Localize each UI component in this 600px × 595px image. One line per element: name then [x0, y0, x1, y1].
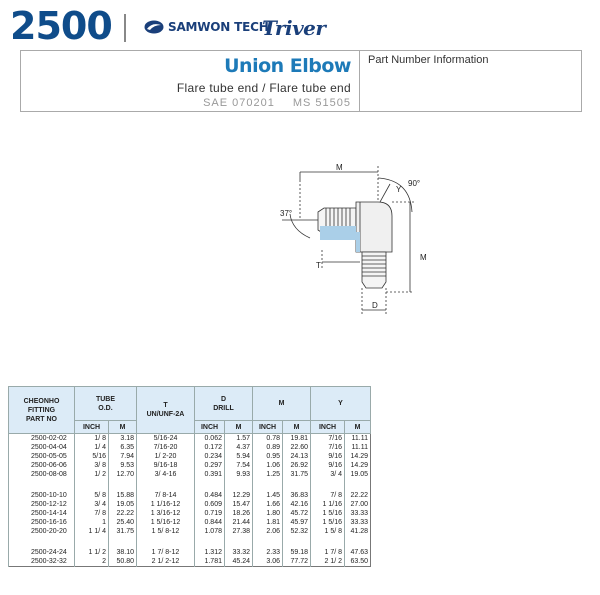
cell-tube-mm: 12.70	[109, 470, 137, 479]
gap-cell	[109, 536, 137, 548]
cell-d-mm: 4.37	[225, 443, 253, 452]
cell-d-mm: 7.54	[225, 461, 253, 470]
cell-t: 9/16-18	[137, 461, 195, 470]
cell-m-mm: 24.13	[283, 452, 311, 461]
gap-cell	[253, 536, 283, 548]
dim-label-m-right: M	[420, 253, 427, 262]
cell-tube-mm: 9.53	[109, 461, 137, 470]
cell-t: 1/ 2-20	[137, 452, 195, 461]
col-header-part-no: CHEONHO FITTING PART NO	[9, 387, 75, 434]
cell-t: 7/ 8-14	[137, 491, 195, 500]
cell-m-in: 1.25	[253, 470, 283, 479]
table-row	[9, 518, 371, 527]
cell-tube-mm: 6.35	[109, 443, 137, 452]
table-group-gap	[9, 536, 371, 548]
cell-d-in: 0.391	[195, 470, 225, 479]
cell-tube-mm: 25.40	[109, 518, 137, 527]
cell-part: 2500-32-32	[9, 557, 75, 567]
table-row	[9, 434, 371, 444]
cell-m-mm: 22.60	[283, 443, 311, 452]
col-header-tube: TUBE O.D.	[75, 387, 137, 421]
cell-m-in: 2.06	[253, 527, 283, 536]
header-divider	[124, 14, 126, 42]
cell-y-in: 1 7/ 8	[311, 548, 345, 557]
cell-y-mm: 47.63	[345, 548, 371, 557]
part-number-info-label: Part Number Information	[368, 54, 489, 66]
cell-part: 2500-05-05	[9, 452, 75, 461]
cell-d-in: 0.719	[195, 509, 225, 518]
gap-cell	[283, 536, 311, 548]
sub-header-tube-mm: M	[109, 421, 137, 434]
cell-tube-in: 1/ 8	[75, 434, 109, 444]
cell-d-mm: 33.32	[225, 548, 253, 557]
table-row	[9, 527, 371, 536]
cell-part: 2500-24-24	[9, 548, 75, 557]
cell-y-mm: 33.33	[345, 518, 371, 527]
cell-tube-mm: 19.05	[109, 500, 137, 509]
cell-y-mm: 19.05	[345, 470, 371, 479]
cell-y-mm: 41.28	[345, 527, 371, 536]
gap-cell	[225, 536, 253, 548]
cell-d-mm: 15.47	[225, 500, 253, 509]
col-header-y: Y	[311, 387, 371, 421]
cell-tube-mm: 15.88	[109, 491, 137, 500]
cell-m-in: 0.78	[253, 434, 283, 444]
cell-y-in: 7/16	[311, 434, 345, 444]
cell-m-in: 0.95	[253, 452, 283, 461]
cell-y-mm: 11.11	[345, 443, 371, 452]
cell-m-mm: 36.83	[283, 491, 311, 500]
table-row	[9, 443, 371, 452]
cell-d-mm: 12.29	[225, 491, 253, 500]
cell-part: 2500-20-20	[9, 527, 75, 536]
cell-m-mm: 31.75	[283, 470, 311, 479]
brand-triver: Triver	[262, 16, 326, 40]
cell-part: 2500-16-16	[9, 518, 75, 527]
series-code: 2500	[10, 4, 112, 48]
cell-y-mm: 27.00	[345, 500, 371, 509]
cell-m-in: 1.66	[253, 500, 283, 509]
cell-tube-mm: 50.80	[109, 557, 137, 567]
cell-y-in: 1 5/16	[311, 509, 345, 518]
gap-cell	[283, 479, 311, 491]
cell-m-mm: 42.16	[283, 500, 311, 509]
product-name: Union Elbow	[224, 55, 351, 77]
table-row	[9, 500, 371, 509]
sub-header-y-mm: M	[345, 421, 371, 434]
cell-m-mm: 45.72	[283, 509, 311, 518]
cell-m-mm: 26.92	[283, 461, 311, 470]
cell-m-in: 3.06	[253, 557, 283, 567]
cell-m-mm: 52.32	[283, 527, 311, 536]
cell-d-mm: 5.94	[225, 452, 253, 461]
sub-header-d-inch: INCH	[195, 421, 225, 434]
cell-d-mm: 18.26	[225, 509, 253, 518]
gap-cell	[75, 536, 109, 548]
gap-cell	[137, 536, 195, 548]
cell-tube-in: 1 1/ 2	[75, 548, 109, 557]
dim-label-t: T	[316, 261, 321, 270]
cell-y-in: 1 5/16	[311, 518, 345, 527]
table-row	[9, 548, 371, 557]
cell-m-in: 1.81	[253, 518, 283, 527]
sub-header-d-mm: M	[225, 421, 253, 434]
cell-y-mm: 22.22	[345, 491, 371, 500]
cell-y-in: 2 1/ 2	[311, 557, 345, 567]
cell-t: 1 7/ 8-12	[137, 548, 195, 557]
gap-cell	[195, 479, 225, 491]
dim-label-d: D	[372, 301, 378, 310]
cell-tube-in: 3/ 8	[75, 461, 109, 470]
cell-tube-in: 7/ 8	[75, 509, 109, 518]
cell-tube-mm: 31.75	[109, 527, 137, 536]
cell-t: 3/ 4-16	[137, 470, 195, 479]
table-row	[9, 491, 371, 500]
gap-cell	[311, 536, 345, 548]
samwon-logo-icon	[144, 20, 164, 34]
col-header-m: M	[253, 387, 311, 421]
cell-t: 7/16-20	[137, 443, 195, 452]
table-group-gap	[9, 479, 371, 491]
gap-cell	[345, 536, 371, 548]
cell-tube-in: 5/ 8	[75, 491, 109, 500]
cell-tube-in: 1	[75, 518, 109, 527]
cell-y-mm: 33.33	[345, 509, 371, 518]
cell-tube-mm: 38.10	[109, 548, 137, 557]
gap-cell	[225, 479, 253, 491]
cell-t: 1 1/16-12	[137, 500, 195, 509]
cell-y-in: 7/ 8	[311, 491, 345, 500]
cell-m-in: 1.80	[253, 509, 283, 518]
cell-d-mm: 21.44	[225, 518, 253, 527]
cell-d-in: 1.312	[195, 548, 225, 557]
standard-ms: MS 51505	[292, 97, 351, 109]
table-row	[9, 461, 371, 470]
dimension-table	[8, 386, 371, 567]
cell-m-in: 2.33	[253, 548, 283, 557]
cell-tube-mm: 7.94	[109, 452, 137, 461]
cell-y-mm: 11.11	[345, 434, 371, 444]
cell-t: 1 3/16-12	[137, 509, 195, 518]
cell-d-mm: 45.24	[225, 557, 253, 567]
cell-m-mm: 77.72	[283, 557, 311, 567]
product-subtitle: Flare tube end / Flare tube end	[176, 81, 351, 95]
cell-d-in: 0.484	[195, 491, 225, 500]
cell-d-mm: 1.57	[225, 434, 253, 444]
table-row	[9, 557, 371, 567]
table-row	[9, 470, 371, 479]
gap-cell	[311, 479, 345, 491]
dimension-table-wrapper	[8, 386, 371, 567]
cell-y-in: 1 1/16	[311, 500, 345, 509]
product-standards	[203, 97, 351, 109]
gap-cell	[345, 479, 371, 491]
cell-tube-in: 3/ 4	[75, 500, 109, 509]
standard-sae: SAE 070201	[203, 97, 275, 109]
sub-header-m-inch: INCH	[253, 421, 283, 434]
cell-m-mm: 45.97	[283, 518, 311, 527]
cell-part: 2500-06-06	[9, 461, 75, 470]
cell-d-in: 0.609	[195, 500, 225, 509]
part-number-info-box	[360, 50, 582, 112]
gap-cell	[9, 536, 75, 548]
brand-primary-text: SAMWON TECH	[168, 20, 269, 34]
brand-samwon-tech	[144, 20, 269, 34]
cell-tube-in: 1/ 4	[75, 443, 109, 452]
cell-d-in: 0.062	[195, 434, 225, 444]
cell-t: 1 5/16-12	[137, 518, 195, 527]
cell-d-in: 1.781	[195, 557, 225, 567]
sub-header-m-mm: M	[283, 421, 311, 434]
gap-cell	[137, 479, 195, 491]
cell-d-in: 0.844	[195, 518, 225, 527]
cell-m-in: 0.89	[253, 443, 283, 452]
cell-d-in: 0.297	[195, 461, 225, 470]
cell-m-mm: 59.18	[283, 548, 311, 557]
cell-part: 2500-04-04	[9, 443, 75, 452]
col-header-d: D DRILL	[195, 387, 253, 421]
cell-tube-in: 5/16	[75, 452, 109, 461]
cell-d-mm: 9.93	[225, 470, 253, 479]
cell-d-in: 1.078	[195, 527, 225, 536]
cell-m-mm: 19.81	[283, 434, 311, 444]
cell-part: 2500-12-12	[9, 500, 75, 509]
table-row	[9, 509, 371, 518]
gap-cell	[75, 479, 109, 491]
cell-d-in: 0.234	[195, 452, 225, 461]
cell-part: 2500-02-02	[9, 434, 75, 444]
union-elbow-drawing	[260, 160, 440, 320]
cell-tube-in: 1/ 2	[75, 470, 109, 479]
gap-cell	[9, 479, 75, 491]
cell-y-in: 1 5/ 8	[311, 527, 345, 536]
dim-label-37: 37°	[280, 209, 293, 218]
cell-m-in: 1.06	[253, 461, 283, 470]
cell-y-mm: 14.29	[345, 452, 371, 461]
cell-tube-mm: 3.18	[109, 434, 137, 444]
cell-d-mm: 27.38	[225, 527, 253, 536]
dim-label-m-top: M	[336, 163, 343, 172]
product-title-box	[20, 50, 360, 112]
dimension-table-body	[9, 434, 371, 567]
cell-m-in: 1.45	[253, 491, 283, 500]
cell-t: 1 5/ 8-12	[137, 527, 195, 536]
sub-header-y-inch: INCH	[311, 421, 345, 434]
cell-part: 2500-14-14	[9, 509, 75, 518]
cell-d-in: 0.172	[195, 443, 225, 452]
cell-part: 2500-10-10	[9, 491, 75, 500]
cell-t: 5/16-24	[137, 434, 195, 444]
gap-cell	[109, 479, 137, 491]
cell-part: 2500-08-08	[9, 470, 75, 479]
cell-y-in: 9/16	[311, 452, 345, 461]
dim-label-90: 90°	[408, 179, 421, 188]
cell-tube-mm: 22.22	[109, 509, 137, 518]
cell-t: 2 1/ 2-12	[137, 557, 195, 567]
cell-tube-in: 2	[75, 557, 109, 567]
cell-tube-in: 1 1/ 4	[75, 527, 109, 536]
dim-label-y: Y	[396, 185, 402, 194]
cell-y-in: 9/16	[311, 461, 345, 470]
cell-y-mm: 63.50	[345, 557, 371, 567]
gap-cell	[253, 479, 283, 491]
gap-cell	[195, 536, 225, 548]
cell-y-in: 3/ 4	[311, 470, 345, 479]
cell-y-in: 7/16	[311, 443, 345, 452]
table-row	[9, 452, 371, 461]
col-header-t: T UN/UNF-2A	[137, 387, 195, 434]
cell-y-mm: 14.29	[345, 461, 371, 470]
sub-header-tube-inch: INCH	[75, 421, 109, 434]
